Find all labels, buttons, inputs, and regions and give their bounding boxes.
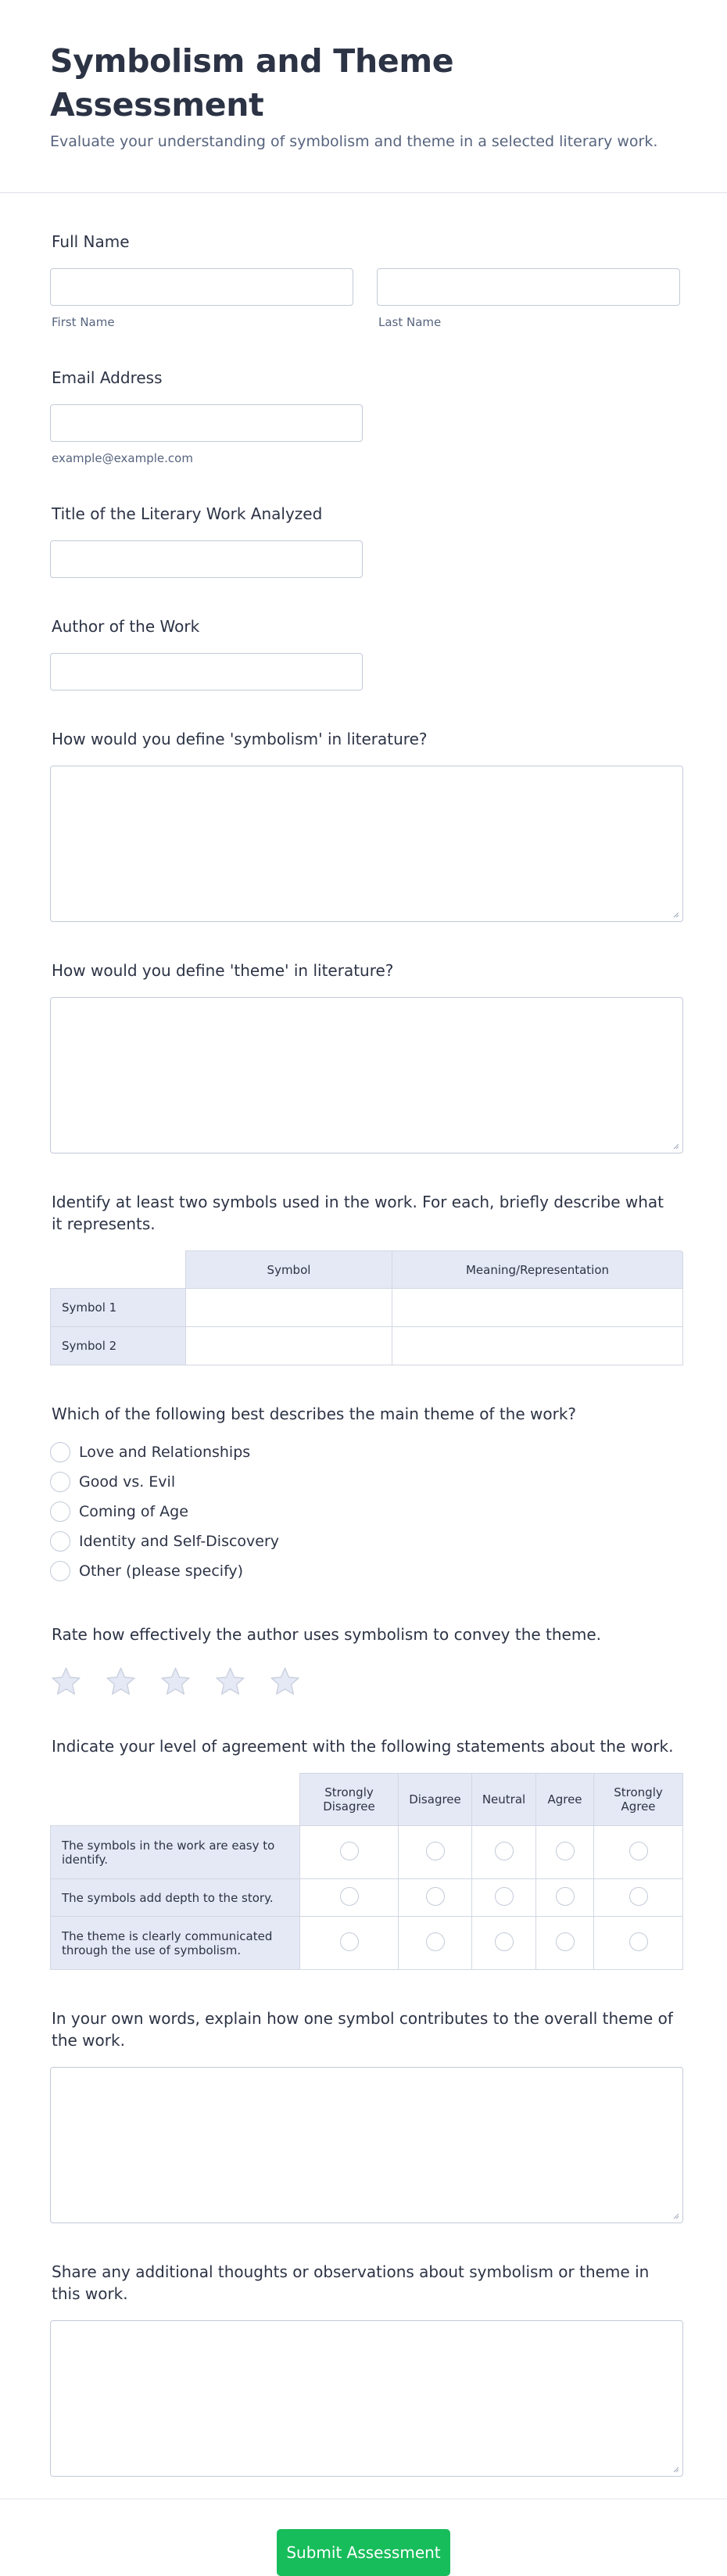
explain-question	[50, 2007, 683, 2223]
author-label: Author of the Work	[52, 617, 200, 636]
full-name-label: Full Name	[52, 232, 130, 251]
star-rating	[50, 1666, 683, 1698]
explain-label: In your own words, explain how one symbol contributes to the overall theme of the work.	[52, 2009, 673, 2050]
matrix-radio[interactable]	[556, 1887, 575, 1906]
symbols-col-header: Symbol	[186, 1250, 392, 1289]
last-name-input[interactable]	[377, 268, 680, 306]
submit-button[interactable]: Submit Assessment	[277, 2529, 450, 2576]
matrix-radio[interactable]	[556, 1932, 575, 1951]
matrix-radio[interactable]	[340, 1932, 359, 1951]
radio-option[interactable]	[50, 1556, 683, 1586]
page-title: Symbolism and Theme Assessment	[50, 42, 454, 124]
email-input[interactable]	[50, 404, 363, 442]
matrix-radio[interactable]	[340, 1842, 359, 1860]
star-icon[interactable]	[159, 1666, 192, 1698]
last-name-sublabel: Last Name	[378, 315, 442, 329]
symbols-label: Identify at least two symbols used in the work. For each, briefly describe what it represents.	[52, 1193, 664, 1233]
matrix-radio[interactable]	[426, 1887, 445, 1906]
main-theme-label: Which of the following best describes the main theme of the work?	[52, 1405, 577, 1423]
matrix-row-label: The theme is clearly communicated through the use of symbolism.	[50, 1917, 300, 1970]
radio-option-label: Good vs. Evil	[79, 1473, 176, 1491]
symbolism-label: How would you define 'symbolism' in literature?	[52, 730, 428, 748]
agreement-label: Indicate your level of agreement with the following statements about the work.	[52, 1737, 674, 1756]
radio-option[interactable]	[50, 1437, 683, 1467]
matrix-col-header: Disagree	[399, 1773, 472, 1826]
rating-question	[50, 1623, 683, 1698]
symbol-2-input[interactable]	[186, 1327, 392, 1365]
symbols-row-label: Symbol 1	[50, 1289, 186, 1327]
matrix-radio[interactable]	[629, 1887, 648, 1906]
radio-circle[interactable]	[50, 1442, 70, 1462]
radio-option[interactable]	[50, 1497, 683, 1527]
resize-handle-icon[interactable]	[671, 1142, 679, 1150]
radio-option-label: Coming of Age	[79, 1503, 188, 1520]
main-theme-question	[50, 1403, 683, 1586]
form-footer	[0, 2499, 727, 2576]
author-question	[50, 615, 683, 691]
matrix-col-header: Strongly Disagree	[300, 1773, 399, 1826]
matrix-radio[interactable]	[426, 1932, 445, 1951]
form-body	[0, 231, 727, 2477]
resize-handle-icon[interactable]	[671, 2212, 679, 2219]
main-theme-options	[50, 1437, 683, 1586]
star-icon[interactable]	[50, 1666, 82, 1698]
theme-question	[50, 960, 683, 1153]
symbolism-question	[50, 728, 683, 922]
star-icon[interactable]	[105, 1666, 137, 1698]
page-subtitle: Evaluate your understanding of symbolism and theme in a selected literary work.	[50, 133, 658, 150]
email-question	[50, 367, 683, 465]
radio-circle[interactable]	[50, 1472, 70, 1492]
symbol-1-meaning-input[interactable]	[392, 1289, 683, 1327]
work-title-input[interactable]	[50, 540, 363, 578]
thoughts-question	[50, 2261, 683, 2477]
symbols-question	[50, 1191, 683, 1365]
work-title-label: Title of the Literary Work Analyzed	[52, 504, 323, 523]
symbols-table	[50, 1250, 683, 1365]
matrix-col-header: Agree	[536, 1773, 594, 1826]
radio-option-label: Other (please specify)	[79, 1562, 244, 1580]
rating-label: Rate how effectively the author uses symbolism to convey the theme.	[52, 1625, 602, 1644]
matrix-radio[interactable]	[340, 1887, 359, 1906]
first-name-sublabel: First Name	[52, 315, 115, 329]
matrix-radio[interactable]	[629, 1932, 648, 1951]
symbols-row-label: Symbol 2	[50, 1327, 186, 1365]
table-corner	[50, 1250, 186, 1289]
matrix-radio[interactable]	[495, 1887, 514, 1906]
email-label: Email Address	[52, 368, 163, 387]
agreement-question	[50, 1735, 683, 1970]
explain-textarea[interactable]	[50, 2067, 683, 2223]
first-name-input[interactable]	[50, 268, 353, 306]
thoughts-label: Share any additional thoughts or observations about symbolism or theme in this work.	[52, 2262, 650, 2303]
author-input[interactable]	[50, 653, 363, 691]
symbol-2-meaning-input[interactable]	[392, 1327, 683, 1365]
theme-label: How would you define 'theme' in literature?	[52, 961, 394, 980]
theme-textarea[interactable]	[50, 997, 683, 1153]
symbolism-textarea[interactable]	[50, 766, 683, 922]
resize-handle-icon[interactable]	[671, 2465, 679, 2473]
resize-handle-icon[interactable]	[671, 910, 679, 918]
symbol-1-input[interactable]	[186, 1289, 392, 1327]
radio-option[interactable]	[50, 1527, 683, 1556]
work-title-question	[50, 503, 683, 578]
thoughts-textarea[interactable]	[50, 2320, 683, 2477]
matrix-radio[interactable]	[426, 1842, 445, 1860]
radio-option-label: Identity and Self-Discovery	[79, 1533, 280, 1550]
email-sublabel: example@example.com	[52, 451, 193, 465]
form-header	[0, 0, 727, 193]
radio-option-label: Love and Relationships	[79, 1444, 251, 1461]
symbols-col-header: Meaning/Representation	[392, 1250, 683, 1289]
matrix-radio[interactable]	[629, 1842, 648, 1860]
radio-option[interactable]	[50, 1467, 683, 1497]
matrix-radio[interactable]	[495, 1932, 514, 1951]
matrix-row-label: The symbols add depth to the story.	[50, 1879, 300, 1917]
radio-circle[interactable]	[50, 1561, 70, 1581]
radio-circle[interactable]	[50, 1531, 70, 1552]
radio-circle[interactable]	[50, 1501, 70, 1522]
star-icon[interactable]	[214, 1666, 246, 1698]
star-icon[interactable]	[269, 1666, 301, 1698]
agreement-matrix	[50, 1773, 683, 1970]
matrix-radio[interactable]	[495, 1842, 514, 1860]
matrix-col-header: Strongly Agree	[594, 1773, 683, 1826]
table-corner	[50, 1773, 300, 1826]
full-name-question	[50, 231, 683, 329]
matrix-radio[interactable]	[556, 1842, 575, 1860]
matrix-col-header: Neutral	[472, 1773, 536, 1826]
matrix-row-label: The symbols in the work are easy to identify.	[50, 1826, 300, 1879]
